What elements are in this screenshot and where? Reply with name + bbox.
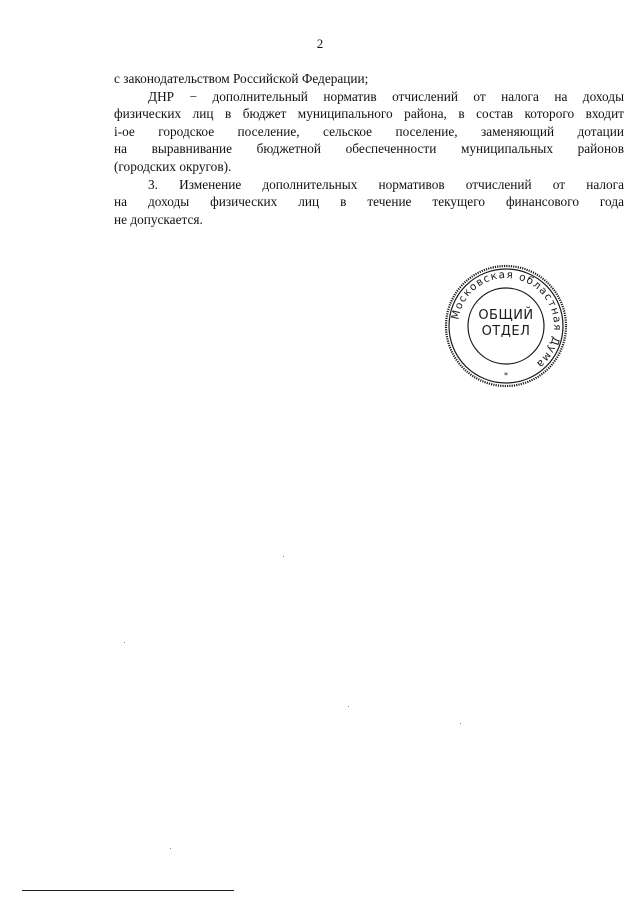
- text-line: на доходы физических лиц в течение текущего финансового года: [114, 194, 624, 210]
- text-line: на выравнивание бюджетной обеспеченности муниципальных районов: [114, 141, 624, 157]
- scan-speck: [170, 848, 171, 849]
- scan-speck: [124, 642, 125, 643]
- text-line: (городских округов).: [114, 158, 232, 174]
- page-number: 2: [316, 36, 324, 51]
- document-body: [114, 70, 624, 228]
- stamp-center-line: ОБЩИЙ: [478, 308, 534, 323]
- stamp-star: *: [504, 371, 508, 380]
- text-line: с законодательством Российской Федерации;: [114, 71, 369, 86]
- text-line: i-ое городское поселение, сельское поселение, заменяющий дотации: [114, 123, 624, 139]
- scan-speck: [460, 723, 461, 724]
- text-line: не допускается.: [114, 211, 203, 227]
- stamp-ring-text: Московская областная Дума: [449, 268, 564, 371]
- scan-speck: [283, 556, 284, 557]
- text-line: физических лиц в бюджет муниципального района, в состав которого входит: [114, 106, 624, 122]
- stamp-center-line: ОТДЕЛ: [481, 324, 531, 339]
- scan-speck: [348, 706, 349, 707]
- footnote-rule: [22, 890, 234, 891]
- official-stamp: [444, 264, 568, 388]
- text-line: 3. Изменение дополнительных нормативов отчислений от налога: [148, 176, 624, 192]
- text-line: ДНР − дополнительный норматив отчислений от налога на доходы: [148, 88, 624, 104]
- stamp-center-text: [444, 308, 568, 340]
